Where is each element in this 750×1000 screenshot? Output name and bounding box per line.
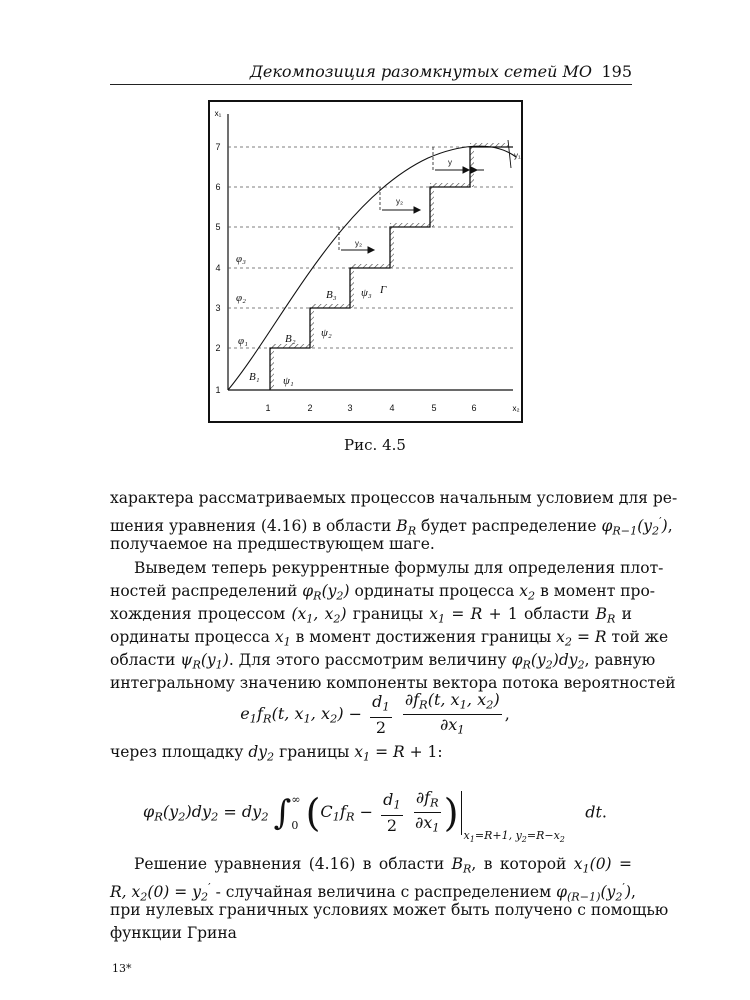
running-header [110,60,632,85]
x-tick: 6 [471,403,477,413]
paragraph-1-line-1: характера рассматриваемых процессов начальным условием для ре- [110,489,678,507]
header-title: Декомпозиция разомкнутых сетей МО [249,62,592,81]
psi3-label: ψ₃ [361,287,372,299]
paragraph-3 [110,853,669,945]
y-tick: 4 [215,263,221,273]
psi1-label: ψ₁ [283,375,294,387]
y-axis-label: x₁ [214,109,222,118]
y-label: y [448,158,452,167]
phi3-label: φ₃ [236,253,246,265]
gamma-label: Г [380,284,387,296]
y2-label-upper: y₂ [396,197,404,206]
y-tick: 1 [215,385,221,395]
phi1-label: φ₁ [238,335,248,347]
x-tick-labels [265,403,476,413]
y2-label-lower: y₂ [355,239,363,248]
figure-caption: Рис. 4.5 [344,436,406,454]
y-tick: 3 [215,303,221,313]
paragraph-3-line-3: при нулевых граничных условиях может быть получено с помощью [110,901,669,919]
y-tick: 2 [215,343,221,353]
x-tick: 5 [431,403,437,413]
staircase-diagram [208,100,523,423]
y-tick: 7 [215,142,221,152]
paragraph-2-line-4: ординаты процесса $x_1$ в момент достижения границы $x_2 = R$ той же [110,628,669,649]
b1-label: B₁ [249,371,260,383]
x-tick: 1 [265,403,271,413]
x-tick: 3 [347,403,353,413]
psi2-label: ψ₂ [321,327,332,339]
paragraph-2-line-5: области $\psi_R(y_1)$. Для этого рассмотрим величину $\varphi_R(y_2)dy_2$, равную [110,651,656,672]
paragraph-2-line-1: Выведем теперь рекуррентные формулы для определения плот- [134,559,664,577]
figure-4-5 [208,100,523,423]
page-number: 195 [601,62,632,81]
paragraph-2-line-6: интегральному значению компоненты вектора потока вероятностей [110,674,676,692]
y1-label: y₁ [514,151,521,160]
x-tick: 4 [389,403,395,413]
paragraph-3-line-2: R, $x_2(0) = y_2'$ - случайная величина с распределением $\varphi_{(R-1)}(y_2')$, [110,881,636,904]
paragraph-2-line-3: хождения процессом ($x_1$, $x_2$) границы $x_1 = R + 1$ области $B_R$ и [110,605,632,626]
b2-label: B₂ [285,333,296,345]
staircase-boundary [270,147,513,390]
paragraph-2-line-2: ностей распределений $\varphi_R(y_2)$ ординаты процесса $x_2$ в момент про- [110,582,656,603]
paragraph-1 [110,487,678,556]
y-interval-arrows [341,167,484,253]
signature-mark: 13* [112,962,132,975]
paragraph-3-line-1: Решение уравнения (4.16) в области $B_R$, в которой $x_1(0)$ = [134,855,632,876]
b3-label: B₃ [326,289,337,301]
x-tick: 2 [307,403,313,413]
formula-density: $\varphi_R(y_2)dy_2 = dy_2$ ∫∞ 0 ($C_1f_R$ − $\frac{d_1}{2}$ $\frac{\partial f_R}{\partial x_1}$ )$_{x_1=R+1, y_2=R-x_2}$ dt. [142,788,607,845]
hatched-strips [270,143,508,390]
paragraph-3-line-4: функции Грина [110,924,237,942]
y-tick: 6 [215,182,221,192]
paragraph-1-line-3: получаемое на предшествующем шаге. [110,535,435,553]
through-area-line: через площадку $dy_2$ границы $x_1 = R + 1$: [110,743,443,764]
paragraph-1-line-2: шения уравнения (4.16) в области $B_R$ будет распределение $\varphi_{R-1}(y_2')$, [110,515,673,538]
y-tick-labels [215,142,220,395]
paragraph-2 [110,557,676,695]
y-tick: 5 [215,222,221,232]
formula-flux: $e_1f_R(t$, $x_1$, $x_2$) − $\frac{d_1}{2}$ $\frac{\partial f_R(t, x_1, x_2)}{\partial x_1}$ , [240,690,510,737]
phi2-label: φ₂ [236,292,246,304]
x-axis-label: x₂ [512,404,520,413]
